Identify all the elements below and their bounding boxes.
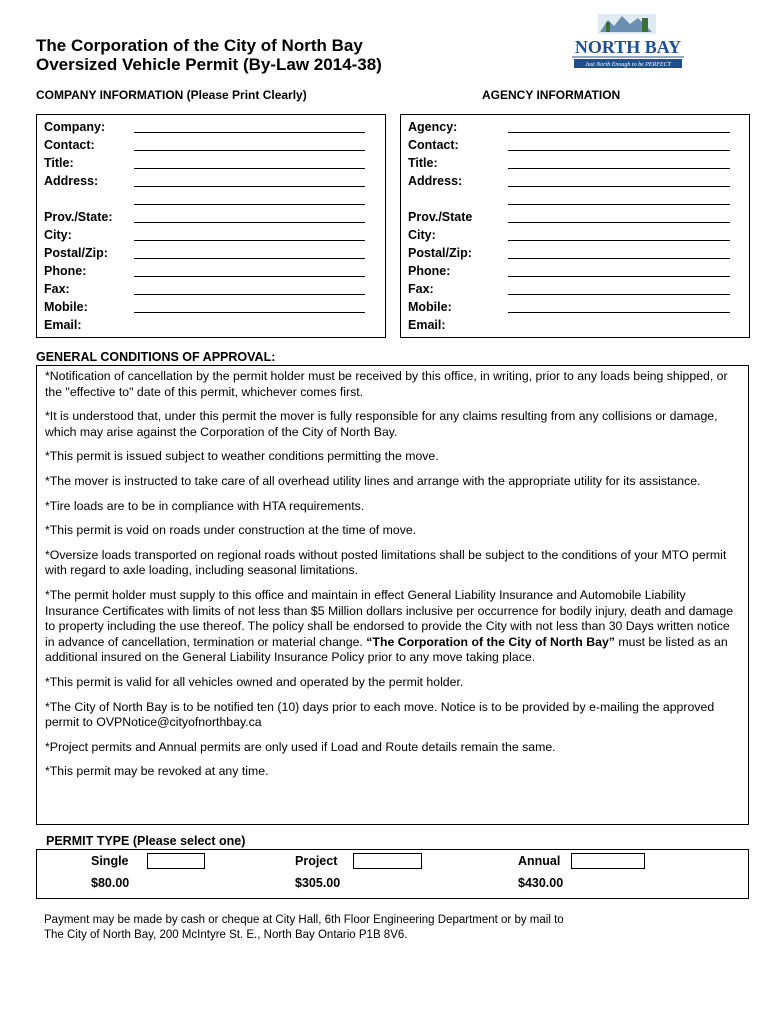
insurance-text-2: must be listed as an additional insured on the General Liability Insurance Policy prior to any move taking place. [45,634,728,665]
payment-line-2: The City of North Bay, 200 McIntyre St. E., North Bay Ontario P1B 8V6. [44,929,408,941]
permit-single-price: $80.00 [91,876,130,890]
logo-graphic-icon [560,12,696,72]
agency-postal-input[interactable] [508,258,730,259]
condition-item: *Project permits and Annual permits are only used if Load and Route details remain the same. [45,739,556,754]
permit-project-checkbox[interactable] [353,853,422,869]
company-city-input[interactable] [134,240,365,241]
company-field-label: Company: [44,120,106,134]
page-title [36,36,382,74]
company-prov-label: Prov./State: [44,210,113,224]
company-prov-input[interactable] [134,222,365,223]
company-postal-label: Postal/Zip: [44,246,108,260]
condition-item: *This permit is void on roads under construction at the time of move. [45,523,417,538]
condition-item: *Tire loads are to be in compliance with HTA requirements. [45,498,365,513]
permit-annual-price: $430.00 [518,876,564,890]
condition-item: *This permit is issued subject to weather conditions permitting the move. [45,449,439,464]
agency-address-input[interactable] [508,186,730,187]
condition-item: *The City of North Bay is to be notified ten (10) days prior to each move. Notice is to be provided by e-mailing the approved permit to OVPNotice@cityofnorthbay.ca [45,699,715,730]
payment-note [44,913,724,943]
agency-prov-input[interactable] [508,222,730,223]
agency-contact-input[interactable] [508,150,730,151]
payment-line-1: Payment may be made by cash or cheque at City Hall, 6th Floor Engineering Department or by mail to [44,914,564,926]
agency-name-input[interactable] [508,132,730,133]
permit-project-price: $305.00 [295,876,341,890]
company-info-box [36,114,386,338]
agency-address-line2-input[interactable] [508,204,730,205]
title-line-2: Oversized Vehicle Permit (By-Law 2014-38) [36,55,382,74]
agency-mobile-input[interactable] [508,312,730,313]
company-name-input[interactable] [134,132,365,133]
agency-field-label: Agency: [408,120,458,134]
permit-annual-checkbox[interactable] [571,853,645,869]
permit-type-heading: PERMIT TYPE (Please select one) [46,834,246,848]
company-phone-label: Phone: [44,264,87,278]
company-address-input[interactable] [134,186,365,187]
company-fax-label: Fax: [44,282,70,296]
condition-item: *It is understood that, under this permit the mover is fully responsible for any claims resulting from any collisions or damage, which may arise against the Corporation of the City of North Bay. [45,409,718,439]
company-phone-input[interactable] [134,276,365,277]
company-contact-label: Contact: [44,138,95,152]
condition-item: *This permit is valid for all vehicles owned and operated by the permit holder. [45,674,464,689]
company-mobile-label: Mobile: [44,300,88,314]
company-city-label: City: [44,228,72,242]
condition-item: *This permit may be revoked at any time. [45,764,269,779]
agency-email-label: Email: [408,318,446,332]
company-fax-input[interactable] [134,294,365,295]
agency-fax-label: Fax: [408,282,434,296]
condition-item: *The mover is instructed to take care of all overhead utility lines and arrange with the appropriate utility for its assistance. [45,473,701,488]
company-contact-input[interactable] [134,150,365,151]
agency-prov-label: Prov./State [408,210,473,224]
agency-title-label: Title: [408,156,438,170]
permit-annual-label: Annual [518,854,561,868]
condition-insurance [45,588,740,666]
permit-type-box [36,849,749,899]
company-postal-input[interactable] [134,258,365,259]
company-title-label: Title: [44,156,74,170]
company-address-label: Address: [44,174,99,188]
agency-fax-input[interactable] [508,294,730,295]
insurance-text-1: *The permit holder must supply to this office and maintain in effect General Liability Insurance and Automobile Liability Insurance Certificates with limits of not less than $5 Million dollars inclusive per occurrence for bodily injury, death and damage to property including the use thereof. The policy shall be endorsed to provide the City with not less than 30 Days written notice in advance of cancellation, termination or material change. [45,587,734,649]
company-email-label: Email: [44,318,82,332]
title-line-1: The Corporation of the City of North Bay [36,36,363,55]
permit-single-label: Single [91,854,129,868]
agency-title-input[interactable] [508,168,730,169]
company-title-input[interactable] [134,168,365,169]
agency-city-label: City: [408,228,436,242]
agency-contact-label: Contact: [408,138,459,152]
logo-tagline: Just North Enough to be PERFECT [585,62,671,68]
permit-single-checkbox[interactable] [147,853,205,869]
agency-phone-label: Phone: [408,264,451,278]
agency-mobile-label: Mobile: [408,300,452,314]
logo-text: NORTH BAY [574,37,682,57]
condition-item: *Oversize loads transported on regional roads without posted limitations shall be subject to the conditions of your MTO permit with regard to axle loading, including seasonal limitations. [45,547,727,578]
company-mobile-input[interactable] [134,312,365,313]
company-info-heading: COMPANY INFORMATION (Please Print Clearly) [36,88,307,102]
conditions-box [36,365,749,825]
conditions-heading: GENERAL CONDITIONS OF APPROVAL: [36,350,276,364]
agency-phone-input[interactable] [508,276,730,277]
condition-item: *Notification of cancellation by the permit holder must be received by this office, in writing, prior to any loads being shipped, or the "effective to" date of this permit, whichever comes first. [45,369,728,399]
permit-project-label: Project [295,854,338,868]
agency-info-box [400,114,750,338]
company-address-line2-input[interactable] [134,204,365,205]
agency-postal-label: Postal/Zip: [408,246,472,260]
insurance-text-bold: “The Corporation of the City of North Bay” [366,634,615,649]
agency-info-heading: AGENCY INFORMATION [482,88,621,102]
agency-address-label: Address: [408,174,463,188]
north-bay-logo [560,12,696,72]
agency-city-input[interactable] [508,240,730,241]
